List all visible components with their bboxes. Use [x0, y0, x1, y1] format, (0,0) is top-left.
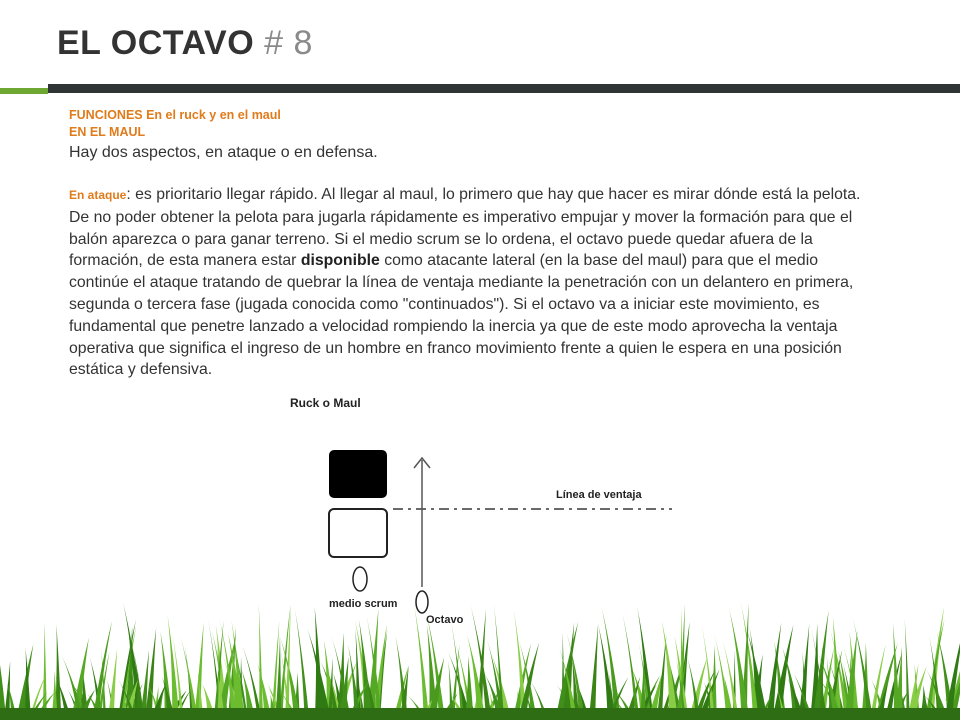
attack-text-1: : es prioritario llegar rápido. Al llegar al maul, lo primero que hay que hacer es mirar dónde está la pelota. De no poder obtener la pelota para jugarla rápidamente es imperativo empujar y mover la formación para que el balón aparezca o para ganar terreno. Si el medio scrum se lo ordena, el octavo puede quedar afuera de la formación, de esta manera estar: [69, 186, 861, 270]
grass-blade: [905, 619, 910, 720]
attack-text-2: como atacante lateral (en la base del maul) para que el medio continúe el ataque tratando de quebrar la línea de ventaja mediante la penetración con un delantero en primera, segunda o tercera fase (jugada conocida como "continuados"). Si el octavo va a iniciar este movimiento, es fundamental que penetre lanzado a velocidad rompiendo la inercia ya que de este modo aprovecha la ventaja operativa que significa el ingreso de un hombre en franco movimiento frente a quien le espera en una posición estática y defensiva.: [69, 252, 854, 379]
advantage-line-label: Línea de ventaja: [556, 489, 642, 501]
ruck-label: Ruck o Maul: [290, 396, 361, 410]
attack-bold-word: disponible: [300, 252, 380, 270]
page-title: [57, 24, 313, 63]
subsection-heading: EN EL MAUL: [69, 125, 146, 139]
header-rule-accent: [0, 88, 48, 94]
title-text: EL OCTAVO: [57, 24, 255, 62]
grass-decoration: [0, 600, 960, 720]
scrum-half-marker: [353, 567, 367, 591]
grass-blade: [194, 622, 204, 720]
slide-content: [69, 107, 869, 381]
header-rule: [48, 84, 960, 93]
title-number: # 8: [264, 24, 313, 62]
section-line: FUNCIONES En el ruck y en el maul: [69, 108, 281, 122]
maul-block-filled: [329, 450, 387, 498]
scrum-half-label: medio scrum: [329, 598, 398, 610]
attack-paragraph: [69, 184, 869, 381]
maul-diagram: [280, 392, 700, 632]
grass-blade: [180, 636, 198, 720]
maul-block-outline: [329, 509, 387, 557]
attack-label: En ataque: [69, 188, 127, 202]
octavo-label: Octavo: [426, 614, 464, 626]
grass-blade: [589, 624, 598, 720]
intro-text: Hay dos aspectos, en ataque o en defensa.: [69, 144, 378, 161]
grass-blade: [259, 604, 263, 720]
grass-blade: [414, 604, 429, 720]
